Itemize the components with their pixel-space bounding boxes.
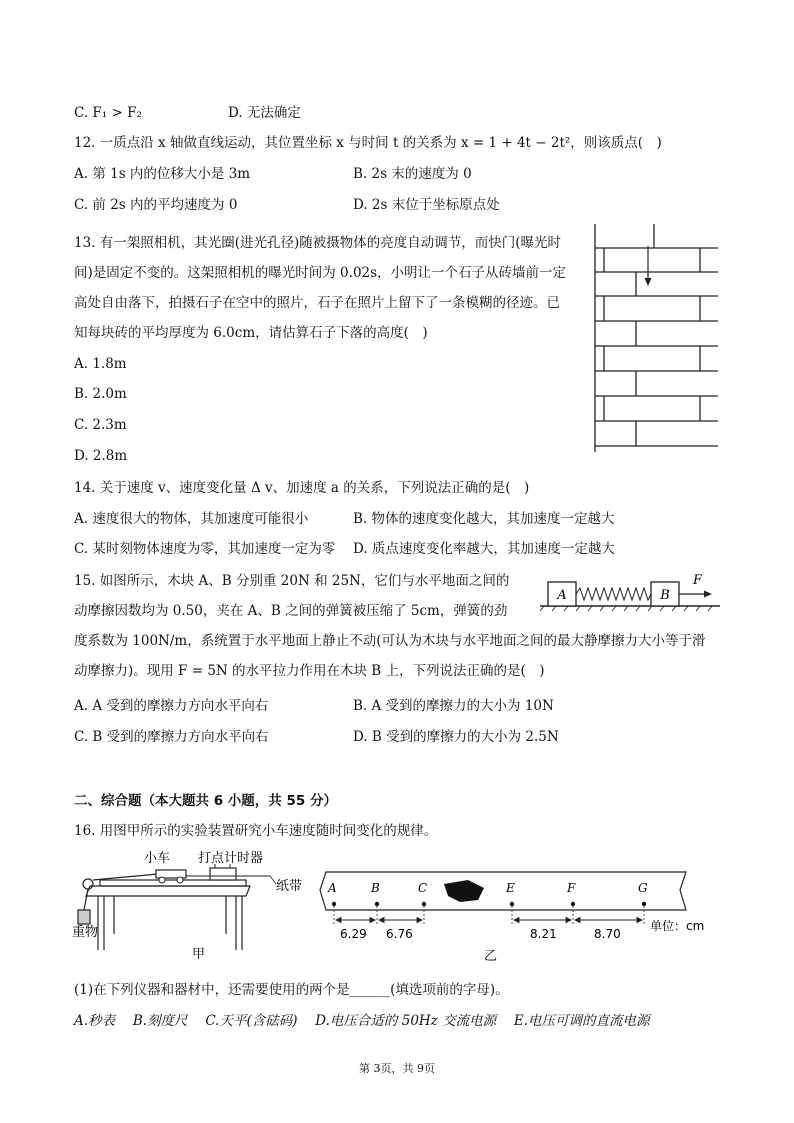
q13-stem-line3: 高处自由落下，拍摄石子在空中的照片，石子在照片上留下了一条模糊的径迹。已 [74,295,560,311]
distance-ab: 6.29 [340,927,367,941]
block-b-label: B [660,588,670,603]
q13-stem-line4: 知每块砖的平均厚度为 6.0cm，请估算石子下落的高度( ) [74,325,428,341]
q12-option-a: A. 第 1s 内的位移大小是 3m [74,166,251,182]
distance-bc: 6.76 [386,927,413,941]
block-a-label: A [557,588,567,603]
caption-yi: 乙 [484,949,498,964]
q12-option-c: C. 前 2s 内的平均速度为 0 [74,197,238,213]
point-f: F [567,881,576,895]
q13-stem-line2: 间)是固定不变的。这架照相机的曝光时间为 0.02s，小明让一个石子从砖墙前一定 [74,265,567,281]
q13-option-a: A. 1.8m [74,356,127,372]
cart-body [156,870,186,878]
q12-stem: 12. 一质点沿 x 轴做直线运动，其位置坐标 x 与时间 t 的关系为 x = 1 + 4t − 2t²，则该质点( ) [74,135,662,151]
caption-jia: 甲 [192,947,206,962]
section-title: 二、综合题（本大题共 6 小题，共 55 分） [74,793,337,809]
cart-apparatus-figure [70,846,320,962]
weight-label: 重物 [72,925,99,940]
stone-arrow-head [645,278,652,286]
q15-option-d: D. B 受到的摩擦力的大小为 2.5N [353,729,559,745]
q14-option-b: B. 物体的速度变化越大，其加速度一定越大 [353,511,615,527]
q11-option-d: D. 无法确定 [228,105,301,121]
force-label: F [693,573,703,588]
force-arrow-head [704,591,712,598]
point-e: E [506,881,515,895]
q14-stem: 14. 关于速度 v、速度变化量 Δ v、加速度 a 的关系，下列说法正确的是( ) [74,480,530,496]
q13-option-b: B. 2.0m [74,386,127,402]
q14-option-a: A. 速度很大的物体，其加速度可能很小 [74,511,309,527]
distance-ef: 8.21 [530,927,557,941]
q15-stem-line3: 度系数为 100N/m，系统置于水平地面上静止不动(可认为木块与水平地面之间的最大静摩擦力大小等于滑 [74,633,706,649]
timer-label: 打点计时器 [198,851,264,866]
q14-option-c: C. 某时刻物体速度为零，其加速度一定为零 [74,541,336,557]
spring [576,588,651,600]
q14-option-d: D. 质点速度变化率越大，其加速度一定越大 [353,541,615,557]
q15-option-c: C. B 受到的摩擦力方向水平向右 [74,729,269,745]
point-b: B [371,881,380,895]
q13-option-c: C. 2.3m [74,417,127,433]
unit-label: 单位：cm [650,919,705,933]
distance-fg: 8.70 [594,927,621,941]
point-g: G [638,881,648,895]
q12-option-b: B. 2s 末的速度为 0 [353,166,472,182]
tape-label: 纸带 [276,879,303,894]
q15-option-a: A. A 受到的摩擦力方向水平向右 [74,698,269,714]
car-label: 小车 [144,851,171,866]
q11-option-c: C. F₁ > F₂ [74,105,142,121]
brick-wall-figure [588,224,724,456]
q15-stem-line1: 15. 如图所示，木块 A、B 分别重 20N 和 25N，它们与水平地面之间的 [74,573,510,589]
q16-sub1: (1)在下列仪器和器材中，还需要使用的两个是______(填选项前的字母)。 [74,982,509,998]
spring-blocks-figure [540,570,722,612]
q15-stem-line2: 动摩擦因数均为 0.50，夹在 A、B 之间的弹簧被压缩了 5cm，弹簧的劲 [74,603,508,619]
page-footer: 第 3页，共 9页 [359,1062,435,1075]
q15-option-b: B. A 受到的摩擦力的大小为 10N [353,698,554,714]
q13-stem-line1: 13. 有一架照相机，其光圈(进光孔径)随被摄物体的亮度自动调节，而快门(曝光时 [74,235,562,251]
q13-option-d: D. 2.8m [74,448,128,464]
q16-stem: 16. 用图甲所示的实验装置研究小车速度随时间变化的规律。 [74,823,438,839]
q15-stem-line4: 动摩擦力)。现用 F = 5N 的水平拉力作用在木块 B 上，下列说法正确的是( ) [74,663,545,679]
timer-body [210,868,236,880]
paper-tape-figure [318,868,718,964]
point-a: A [328,881,337,895]
q16-options: A.秒表 B.刻度尺 C.天平(含砝码) D.电压合适的 50Hz 交流电源 E.电压可调的直流电源 [74,1013,650,1029]
point-c: C [418,881,428,895]
q12-option-d: D. 2s 末位于坐标原点处 [353,197,500,213]
